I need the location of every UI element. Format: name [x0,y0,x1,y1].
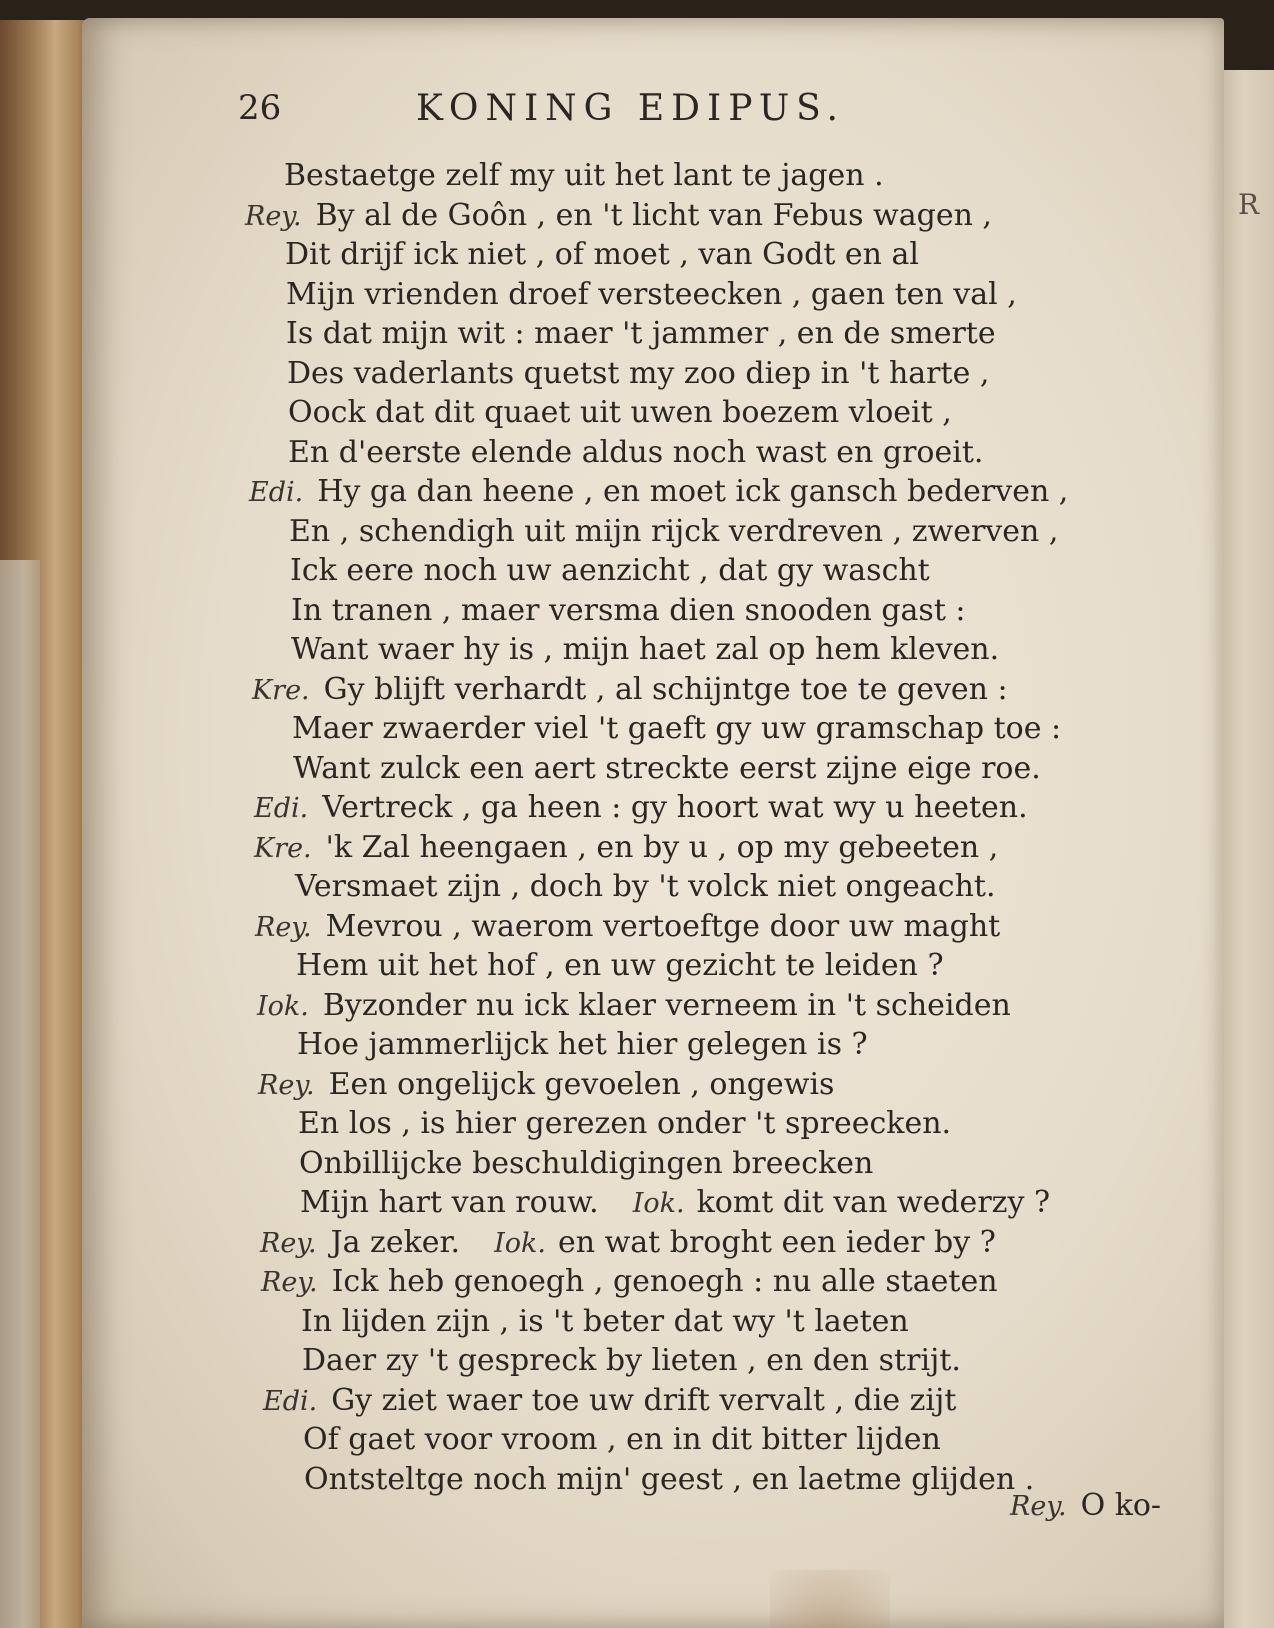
verse-line [245,198,992,235]
catchword-speaker: Rey. [1010,1491,1067,1522]
verse-line [257,988,1011,1025]
verse-text: Vertreck , ga heen : gy hoort wat wy u heeten. [322,790,1028,825]
verse-text: In lijden zijn , is 't beter dat wy 't laeten [301,1303,909,1339]
speaker-label: Rey. [255,911,312,943]
verse-line [254,830,998,867]
verse-line [297,1027,868,1063]
verse-line [254,790,1028,827]
verse-line [301,1304,909,1340]
verse-text: komt dit van wederzy ? [696,1185,1051,1220]
verse-text: Gy ziet waer toe uw drift vervalt , die zijt [331,1382,957,1418]
catchword-text: O ko- [1080,1488,1162,1523]
speaker-label: Rey. [258,1069,315,1101]
verse-line [296,948,944,984]
verse-line [304,1462,1034,1498]
verse-line [293,751,1041,787]
verse-line [261,1264,998,1301]
verse-line [249,474,1068,511]
speaker-label: Kre. [252,674,310,706]
verse-line [252,672,1008,709]
verse-text: Maer zwaerder viel 't gaeft gy uw gramschap toe : [292,711,1062,746]
verse-text: Mevrou , waerom vertoeftge door uw maght [325,908,1001,944]
facing-page-glyph: R [1238,188,1260,221]
verse-line [260,1225,996,1262]
verse-line [286,277,1017,313]
verse-line [258,1067,834,1104]
verse-text: Ick eere noch uw aenzicht , dat gy wascht [290,553,930,588]
speaker-label: Rey. [245,200,302,232]
verse-text: Ick heb genoegh , genoegh : nu alle staeten [331,1264,998,1299]
verse-line [287,356,989,392]
speaker-label: Iok. [494,1227,546,1259]
verse-line [302,1343,961,1379]
verse-line [285,237,919,273]
verse-text: Hy ga dan heene , en moet ick gansch bederven , [317,474,1069,509]
verse-line [291,593,966,629]
verse-text: Oock dat dit quaet uit uwen boezem vloeit , [288,395,952,430]
speaker-label: Edi. [263,1385,318,1417]
verse-line [284,158,884,194]
verse-text: Bestaetge zelf my uit het lant te jagen . [284,158,884,193]
speaker-label: Edi. [249,477,304,508]
verse-text: Daer zy 't gespreck by lieten , en den strijt. [302,1343,961,1378]
book-spine-band [0,560,40,1628]
verse-line [290,553,930,589]
verse-text: Onbillijcke beschuldigingen breecken [299,1145,874,1181]
verse-text: In tranen , maer versma dien snooden gast : [291,592,966,628]
verse-text: Ja zeker. [330,1224,461,1260]
verse-line [298,1106,951,1142]
verse-text: 'k Zal heengaen , en by u , op my gebeeten , [325,829,999,865]
verse-text: En d'eerste elende aldus noch wast en groeit. [288,434,984,470]
verse-text: en wat broght een ieder by ? [557,1224,996,1260]
verse-text: Hoe jammerlijck het hier gelegen is ? [297,1027,868,1062]
verse-text: Een ongelijck gevoelen , ongewis [328,1066,835,1102]
verse-line [291,632,999,668]
verse-text: Dit drijf ick niet , of moet , van Godt en al [285,237,919,272]
verse-text: By al de Goôn , en 't licht van Febus wagen , [315,197,992,233]
verse-line [289,514,1058,550]
verse-text: Want zulck een aert streckte eerst zijne eige roe. [293,750,1041,786]
verse-line [288,435,983,471]
verse-text: En los , is hier gerezen onder 't spreecken. [298,1106,952,1141]
page-header [238,88,1038,138]
verse-text: Gy blijft verhardt , al schijntge toe te geven : [323,671,1008,707]
running-title: KONING EDIPUS. [416,88,845,129]
verse-text: Mijn hart van rouw. [300,1185,599,1220]
verse-text: Byzonder nu ick klaer verneem in 't scheiden [322,987,1011,1023]
speaker-label: Iok. [632,1188,685,1219]
verse-text: Versmaet zijn , doch by 't volck niet ongeacht. [295,869,996,904]
speaker-label: Kre. [254,832,312,864]
facing-page-edge [1224,70,1274,1628]
verse-text: Hem uit het hof , en uw gezicht te leiden ? [296,948,944,983]
verse-line [292,711,1061,747]
verse-line [303,1422,941,1458]
speaker-label: Rey. [261,1267,318,1298]
verse-line [288,395,952,431]
verse-text: Is dat mijn wit : maer 't jammer , en de smerte [286,316,996,351]
catchword [1010,1488,1161,1523]
verse-text: Of gaet voor vroom , en in dit bitter lijden [303,1422,941,1457]
verse-line [300,1185,1050,1222]
verse-line [263,1383,956,1420]
verse-text: Mijn vrienden droef versteecken , gaen ten val , [286,276,1017,312]
page-shadow [770,1570,890,1628]
verse-text: Want waer hy is , mijn haet zal op hem kleven. [291,632,1000,667]
speaker-label: Iok. [257,990,309,1022]
page-number: 26 [238,88,282,128]
verse-text: En , schendigh uit mijn rijck verdreven , zwerven , [289,513,1059,549]
verse-line [299,1146,873,1182]
verse-text: Ontsteltge noch mijn' geest , en laetme glijden . [304,1461,1035,1497]
verse-text: Des vaderlants quetst my zoo diep in 't harte , [287,355,990,391]
speaker-label: Edi. [254,793,309,824]
verse-line [286,316,996,352]
verse-line [295,869,996,905]
verse-line [255,909,1000,946]
speaker-label: Rey. [260,1227,317,1259]
